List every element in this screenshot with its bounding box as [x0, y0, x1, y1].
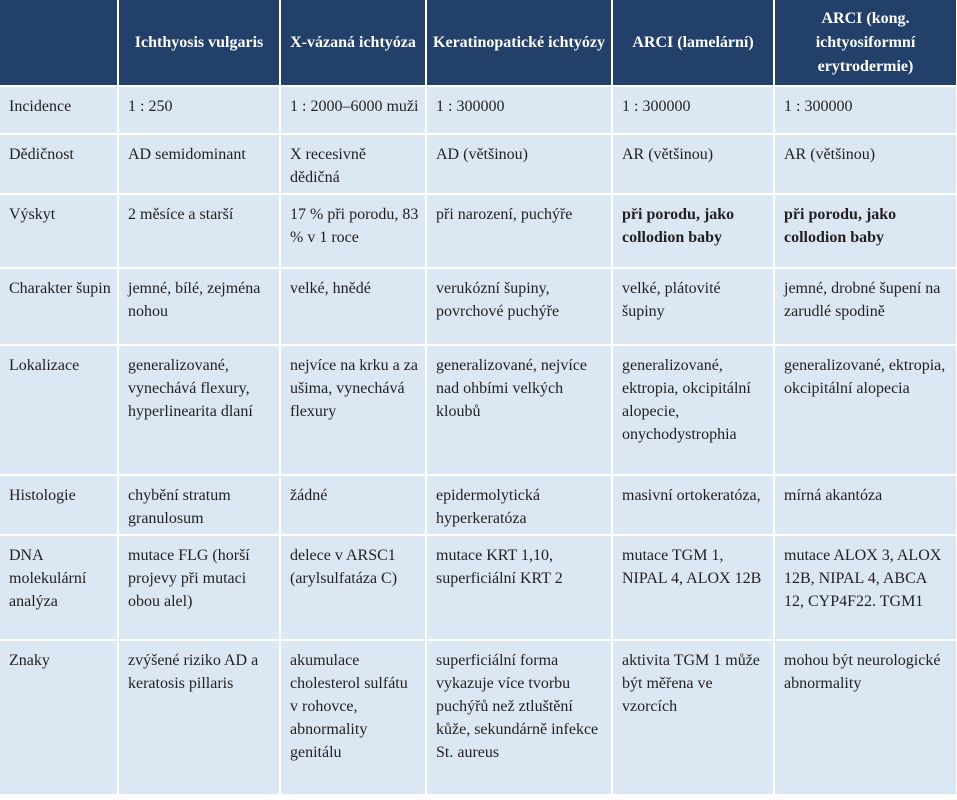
row-label: Výskyt	[0, 194, 118, 268]
table-cell: AD semidominant	[118, 134, 280, 194]
table-cell: 1 : 250	[118, 86, 280, 134]
table-cell: mírná akantóza	[774, 475, 957, 535]
header-arci-cie: ARCI (kong. ichtyosiformní erytrodermie)	[774, 0, 957, 86]
table-cell: X recesivně dědičná	[280, 134, 426, 194]
table-cell: zvýšené riziko AD a keratosis pillaris	[118, 640, 280, 795]
table-cell: verukózní šupiny, povrchové puchýře	[426, 268, 612, 345]
table-row-scale-character	[0, 268, 957, 345]
row-label: Incidence	[0, 86, 118, 134]
table-cell: jemné, bílé, zejména nohou	[118, 268, 280, 345]
table-cell: generalizované, ektropia, okcipitální alopecia	[774, 345, 957, 475]
table-cell: při porodu, jako collodion baby	[774, 194, 957, 268]
table-cell: delece v ARSC1 (arylsulfatáza C)	[280, 535, 426, 640]
row-label: Lokalizace	[0, 345, 118, 475]
table-row-histology	[0, 475, 957, 535]
header-arci-lamellar: ARCI (lamelární)	[612, 0, 774, 86]
table-cell: akumulace cholesterol sulfátu v rohovce, abnormality genitálu	[280, 640, 426, 795]
row-label: Histologie	[0, 475, 118, 535]
table-cell: epidermolytická hyperkeratóza	[426, 475, 612, 535]
table-row-signs	[0, 640, 957, 795]
table-cell: generalizované, nejvíce nad ohbími velkých kloubů	[426, 345, 612, 475]
table-cell: mutace FLG (horší projevy při mutaci obou alel)	[118, 535, 280, 640]
table-cell: žádné	[280, 475, 426, 535]
table-cell: nejvíce na krku a za ušima, vynechává flexury	[280, 345, 426, 475]
table-cell: 1 : 300000	[774, 86, 957, 134]
table-cell: 1 : 300000	[612, 86, 774, 134]
header-keratinopathic: Keratinopatické ichtyózy	[426, 0, 612, 86]
table-cell: při narození, puchýře	[426, 194, 612, 268]
row-label: Znaky	[0, 640, 118, 795]
table-cell: superficiální forma vykazuje více tvorbu puchýřů než ztluštění kůže, sekundárně infekce St. aureus	[426, 640, 612, 795]
table-cell: velké, hnědé	[280, 268, 426, 345]
table-cell: velké, plátovité šupiny	[612, 268, 774, 345]
table-cell: 1 : 300000	[426, 86, 612, 134]
table-row-incidence	[0, 86, 957, 134]
table-row-localization	[0, 345, 957, 475]
table-cell: chybění stratum granulosum	[118, 475, 280, 535]
table-cell: při porodu, jako collodion baby	[612, 194, 774, 268]
table-cell: AR (většinou)	[612, 134, 774, 194]
table-row-inheritance	[0, 134, 957, 194]
header-corner	[0, 0, 118, 86]
table-cell: mutace KRT 1,10, superficiální KRT 2	[426, 535, 612, 640]
header-row	[0, 0, 957, 86]
header-x-linked: X-vázaná ichtyóza	[280, 0, 426, 86]
table-cell: generalizované, vynechává flexury, hyperlinearita dlaní	[118, 345, 280, 475]
table-cell: jemné, drobné šupení na zarudlé spodině	[774, 268, 957, 345]
table-cell: 2 měsíce a starší	[118, 194, 280, 268]
table-row-occurrence	[0, 194, 957, 268]
header-ichthyosis-vulgaris: Ichthyosis vulgaris	[118, 0, 280, 86]
row-label: Charakter šupin	[0, 268, 118, 345]
table-cell: mutace TGM 1, NIPAL 4, ALOX 12B	[612, 535, 774, 640]
table-cell: 1 : 2000–6000 muži	[280, 86, 426, 134]
table-cell: masivní ortokeratóza,	[612, 475, 774, 535]
table-cell: 17 % při porodu, 83 % v 1 roce	[280, 194, 426, 268]
table-cell: aktivita TGM 1 může být měřena ve vzorcích	[612, 640, 774, 795]
table-cell: generalizované, ektropia, okcipitální alopecie, onychodystrophia	[612, 345, 774, 475]
table-cell: AD (většinou)	[426, 134, 612, 194]
row-label: Dědičnost	[0, 134, 118, 194]
table-row-dna-analysis	[0, 535, 957, 640]
table-cell: AR (většinou)	[774, 134, 957, 194]
table-cell: mutace ALOX 3, ALOX 12B, NIPAL 4, ABCA 12, CYP4F22. TGM1	[774, 535, 957, 640]
row-label: DNA molekulární analýza	[0, 535, 118, 640]
table-cell: mohou být neurologické abnormality	[774, 640, 957, 795]
